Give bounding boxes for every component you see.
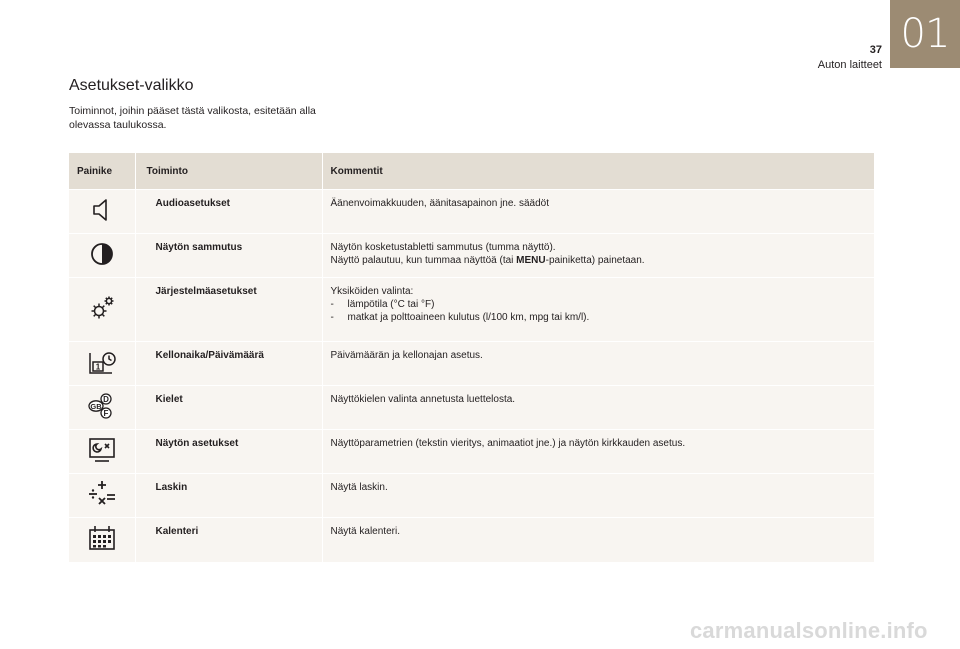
comment-line: Näytön kosketustabletti sammutus (tumma näyttö). xyxy=(330,242,556,253)
comment-list-item xyxy=(331,311,866,324)
icon-cell xyxy=(69,430,135,474)
function-name: Näytön sammutus xyxy=(135,234,322,278)
function-name: Kellonaika/Päivämäärä xyxy=(135,342,322,386)
intro-text: Toiminnot, joihin pääset tästä valikosta, esitetään alla olevassa taulukossa. xyxy=(69,105,316,131)
lang-f: F xyxy=(103,408,109,418)
comment-line: Näytä laskin. xyxy=(330,482,388,493)
watermark: carmanualsonline.info xyxy=(690,618,928,643)
comment-line: Näyttöparametrien (tekstin vieritys, animaatiot jne.) ja näytön kirkkauden asetus. xyxy=(330,438,686,449)
function-name: Kalenteri xyxy=(135,518,322,562)
icon-cell xyxy=(69,518,135,562)
comment xyxy=(322,190,874,234)
comment xyxy=(322,386,874,430)
comment-line: Äänenvoimakkuuden, äänitasapainon jne. säädöt xyxy=(330,198,549,209)
comment-text: -painiketta) painetaan. xyxy=(545,255,645,266)
chapter-tab: 01 xyxy=(890,0,960,68)
function-name: Laskin xyxy=(135,474,322,518)
table-row xyxy=(69,430,874,474)
section-title: Asetukset-valikko xyxy=(69,77,194,94)
display-settings-icon[interactable] xyxy=(84,432,120,468)
calendar-icon[interactable] xyxy=(84,520,120,556)
comment xyxy=(322,518,874,562)
lang-gb: GB xyxy=(90,401,102,411)
function-name: Järjestelmäasetukset xyxy=(135,278,322,342)
menu-emphasis: MENU xyxy=(516,255,546,266)
table-row xyxy=(69,518,874,562)
header-toiminto: Toiminto xyxy=(135,153,322,190)
function-name: Kielet xyxy=(135,386,322,430)
table-row xyxy=(69,386,874,430)
lang-d: D xyxy=(102,394,109,404)
table-row xyxy=(69,278,874,342)
list-dash: - xyxy=(330,312,334,323)
comment-line: Yksiköiden valinta: xyxy=(330,286,414,297)
date-time-icon[interactable] xyxy=(84,344,120,380)
comment-list-item xyxy=(331,298,866,311)
comment-line: Päivämäärän ja kellonajan asetus. xyxy=(330,350,483,361)
comment-text: lämpötila (°C tai °F) xyxy=(347,299,435,310)
icon-cell xyxy=(69,234,135,278)
settings-table xyxy=(69,153,875,562)
languages-icon[interactable] xyxy=(84,388,120,424)
header-painike: Painike xyxy=(69,153,135,190)
table-row xyxy=(69,474,874,518)
page-number: 37 xyxy=(869,44,882,56)
function-name: Näytön asetukset xyxy=(135,430,322,474)
table-header-row xyxy=(69,153,874,190)
chapter-title: Auton laitteet xyxy=(817,59,882,71)
comment-line xyxy=(331,254,866,267)
calculator-icon[interactable] xyxy=(84,476,120,512)
icon-cell xyxy=(69,474,135,518)
comment-text: matkat ja polttoaineen kulutus (l/100 km, mpg tai km/l). xyxy=(347,312,590,323)
comment-text: Näyttö palautuu, kun tummaa näyttöä (tai xyxy=(330,255,517,266)
function-name: Audioasetukset xyxy=(135,190,322,234)
list-dash: - xyxy=(330,299,334,310)
speaker-icon[interactable] xyxy=(84,192,120,228)
comment xyxy=(322,234,874,278)
comment xyxy=(322,430,874,474)
icon-cell xyxy=(69,386,135,430)
screen-off-icon[interactable] xyxy=(84,236,120,272)
system-settings-icon[interactable] xyxy=(84,290,120,326)
clock-digit: 1 xyxy=(95,362,100,371)
table-row xyxy=(69,234,874,278)
comment-line: Näytä kalenteri. xyxy=(330,526,400,537)
icon-cell xyxy=(69,342,135,386)
comment xyxy=(322,474,874,518)
comment-line: Näyttökielen valinta annetusta luettelosta. xyxy=(330,394,516,405)
table-row xyxy=(69,190,874,234)
icon-cell xyxy=(69,278,135,342)
comment xyxy=(322,342,874,386)
comment xyxy=(322,278,874,342)
header-kommentit: Kommentit xyxy=(322,153,874,190)
icon-cell xyxy=(69,190,135,234)
table-row xyxy=(69,342,874,386)
